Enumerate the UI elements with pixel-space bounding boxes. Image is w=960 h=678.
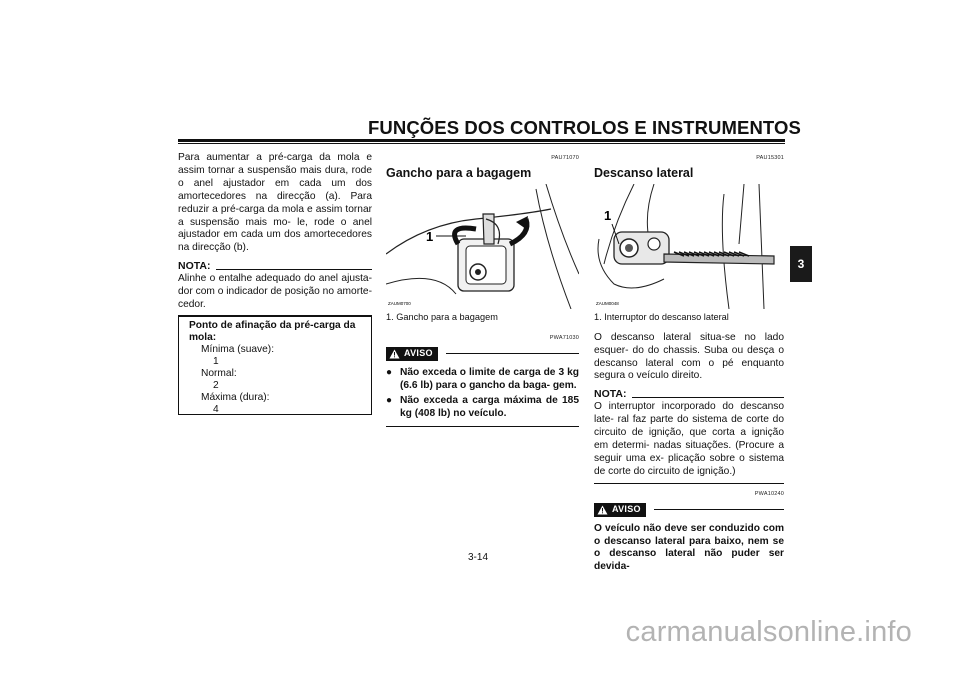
spec-normal-value: 2 <box>213 380 219 391</box>
column-luggage-hook <box>386 152 579 427</box>
warning-bullet-text: Não exceda o limite de carga de 3 kg (6.6 lb) para o gancho da baga- gem. <box>400 366 579 391</box>
figure-callout: 1 <box>426 228 434 244</box>
bullet-icon: ● <box>386 366 393 378</box>
nota-header <box>178 260 372 273</box>
warning-badge <box>386 347 438 361</box>
nota-text: O interruptor incorporado do descanso late- ral faz parte do sistema de corte do circuito de ignição, que corta a ignição em determi- nadas situações. (Procure a seguir uma ex- plicação sobre o sistema de corte do circuito de ignição.) <box>594 401 784 477</box>
section-code: PAU71070 <box>551 155 579 161</box>
figure-code: ZAUM0700 <box>388 300 411 306</box>
warning-rule <box>654 509 784 510</box>
warning-triangle-icon <box>597 505 608 515</box>
warning-label: AVISO <box>404 348 433 359</box>
warning-triangle-icon <box>389 349 400 359</box>
warning-code: PWA10240 <box>754 490 784 497</box>
watermark: carmanualsonline.info <box>625 616 912 648</box>
spec-normal-label: Normal: <box>201 368 237 379</box>
preload-spec-box <box>178 315 372 415</box>
nota-label: NOTA: <box>178 260 211 273</box>
nota-rule <box>216 269 372 270</box>
warning-badge <box>594 503 646 517</box>
warning-bullet-text: Não exceda a carga máxima de 185 kg (408 lb) no veículo. <box>400 395 579 420</box>
suspension-paragraph: Para aumentar a pré-carga da mola e assim tornar a suspensão mais dura, rode o anel ajustador em cada um dos amortecedores na direcção (a). Para reduzir a pré-carga da mola e assim tornar a suspensão mais mo- le, rode o anel ajustador em cada um dos amortecedores na direcção (b). <box>178 152 372 254</box>
warning-rule <box>446 353 579 354</box>
warning-header <box>594 503 784 517</box>
spec-max-label: Máxima (dura): <box>201 392 270 403</box>
nota-label: NOTA: <box>594 388 627 401</box>
warning-bullet <box>386 395 579 421</box>
nota-header <box>594 388 784 401</box>
warning-code: PWA71030 <box>549 334 579 341</box>
spec-title: Ponto de afinação da pré-carga da mola: <box>189 320 356 343</box>
figure-caption: 1. Gancho para a bagagem <box>386 311 498 322</box>
header-rule <box>178 139 785 142</box>
sidestand-figure <box>594 184 784 309</box>
figure-callout: 1 <box>604 207 612 223</box>
warning-header <box>386 347 579 361</box>
page-number: 3-14 <box>468 552 489 563</box>
spec-min-label: Mínima (suave): <box>201 344 275 355</box>
warning-text: O veículo não deve ser conduzido com o descanso lateral para baixo, nem se o descanso lateral não puder ser devida- <box>594 522 784 573</box>
sidestand-paragraph: O descanso lateral situa-se no lado esquer- do do chassis. Suba ou desça o descanso lateral com o pé enquanto segura o veículo direito. <box>594 331 784 382</box>
luggage-hook-figure <box>386 184 579 309</box>
chapter-tab: 3 <box>790 246 812 282</box>
section-title: Gancho para a bagagem <box>386 165 532 180</box>
spec-max-value: 4 <box>213 404 219 415</box>
sidestand-illustration <box>594 184 784 309</box>
spec-min-value: 1 <box>213 356 219 367</box>
header-rule-thin <box>178 143 785 144</box>
nota-text: Alinhe o entalhe adequado do anel ajusta- dor com o indicador de posição no amorte- cedor. <box>178 273 372 310</box>
page-header-title: FUNÇÕES DOS CONTROLOS E INSTRUMENTOS <box>368 117 801 138</box>
bullet-icon: ● <box>386 395 393 407</box>
nota-end-rule <box>594 483 784 484</box>
luggage-hook-illustration <box>386 184 579 309</box>
warning-bullet <box>386 367 579 393</box>
column-suspension <box>178 152 372 317</box>
warning-end-rule <box>386 426 579 427</box>
warning-label: AVISO <box>612 504 641 515</box>
figure-caption: 1. Interruptor do descanso lateral <box>594 311 729 322</box>
figure-code: ZAUM0048 <box>596 300 619 306</box>
section-code: PAU15301 <box>756 155 784 161</box>
section-title: Descanso lateral <box>594 165 694 180</box>
nota-rule <box>632 397 784 398</box>
column-sidestand <box>594 152 784 574</box>
